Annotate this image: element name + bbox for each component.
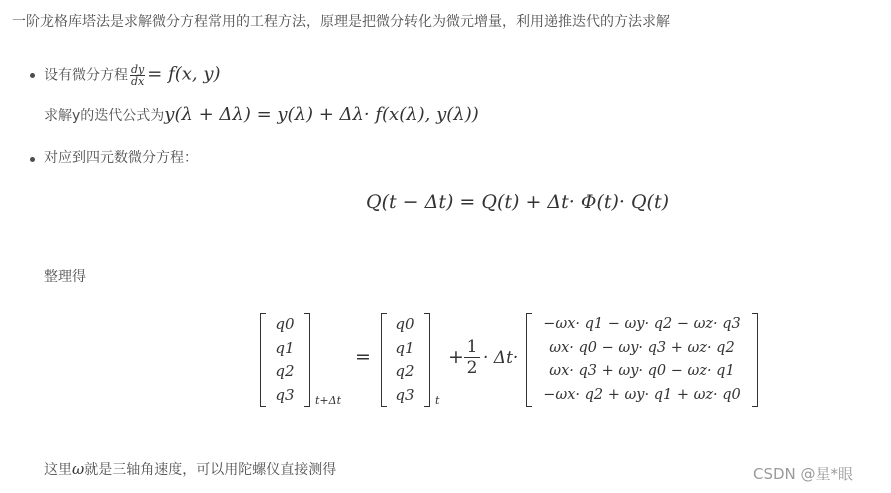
csdn-watermark: CSDN @星*眼 bbox=[753, 465, 854, 483]
ode-prefix: 设有微分方程 bbox=[44, 67, 128, 84]
right-q1: q1 bbox=[395, 338, 415, 357]
omega-row-1: ωx· q0 − ωy· q3 + ωz· q2 bbox=[549, 339, 735, 356]
left-q0: q0 bbox=[275, 315, 295, 333]
delta-t-factor: · Δt· bbox=[483, 348, 519, 368]
omega-row-2: ωx· q3 + ωy· q0 − ωz· q1 bbox=[549, 363, 735, 379]
right-q3: q3 bbox=[395, 385, 415, 404]
footer-note bbox=[44, 460, 336, 479]
left-q1: q1 bbox=[275, 338, 295, 357]
ode-statement bbox=[44, 64, 221, 87]
equals-sign: = bbox=[355, 346, 371, 368]
right-q0: q0 bbox=[395, 315, 415, 333]
footer-prefix: 这里 bbox=[44, 462, 72, 478]
right-bracket bbox=[752, 313, 758, 407]
right-q-vector bbox=[390, 313, 420, 407]
half-denominator: 2 bbox=[466, 358, 478, 378]
ode-rhs: = f(x, y) bbox=[147, 63, 221, 85]
quaternion-update-equation: Q(t − Δt) = Q(t) + Δt· Φ(t)· Q(t) bbox=[366, 191, 670, 213]
bullet-dot bbox=[30, 157, 35, 162]
left-q3: q3 bbox=[275, 385, 295, 404]
plus-sign: + bbox=[448, 346, 464, 368]
left-q2: q2 bbox=[275, 362, 295, 380]
iteration-line bbox=[44, 106, 479, 125]
omega-row-0: −ωx· q1 − ωy· q2 − ωz· q3 bbox=[543, 316, 741, 332]
omega-row-3: −ωx· q2 + ωy· q1 + ωz· q0 bbox=[543, 386, 741, 403]
quaternion-ode-intro: 对应到四元数微分方程： bbox=[44, 150, 198, 166]
left-subscript: t+Δt bbox=[315, 394, 342, 407]
intro-text: 一阶龙格库塔法是求解微分方程常用的工程方法，原理是把微分转化为微元增量，利用递推迭代的方法求解 bbox=[12, 14, 670, 30]
frac-numerator: dy bbox=[131, 63, 145, 76]
frac-denominator: dx bbox=[131, 75, 145, 88]
right-q2: q2 bbox=[395, 362, 415, 380]
omega-symbol: ω bbox=[72, 460, 85, 478]
one-half-fraction bbox=[464, 337, 480, 378]
left-q-vector bbox=[270, 313, 300, 407]
iteration-formula: y(λ + Δλ) = y(λ) + Δλ· f(x(λ), y(λ)) bbox=[164, 104, 479, 125]
half-numerator: 1 bbox=[464, 337, 480, 358]
omega-matrix-rows bbox=[536, 313, 748, 407]
iteration-prefix: 求解y的迭代公式为 bbox=[44, 108, 165, 124]
right-bracket bbox=[424, 313, 430, 407]
bullet-dot bbox=[30, 73, 35, 78]
right-subscript: t bbox=[435, 394, 440, 407]
arrange-label: 整理得 bbox=[44, 269, 86, 285]
right-bracket bbox=[304, 313, 310, 407]
left-bracket bbox=[381, 313, 387, 407]
left-bracket bbox=[526, 313, 532, 407]
left-bracket bbox=[260, 313, 266, 407]
footer-suffix: 就是三轴角速度，可以用陀螺仪直接测得 bbox=[84, 462, 337, 478]
dy-dx-fraction bbox=[130, 64, 145, 87]
